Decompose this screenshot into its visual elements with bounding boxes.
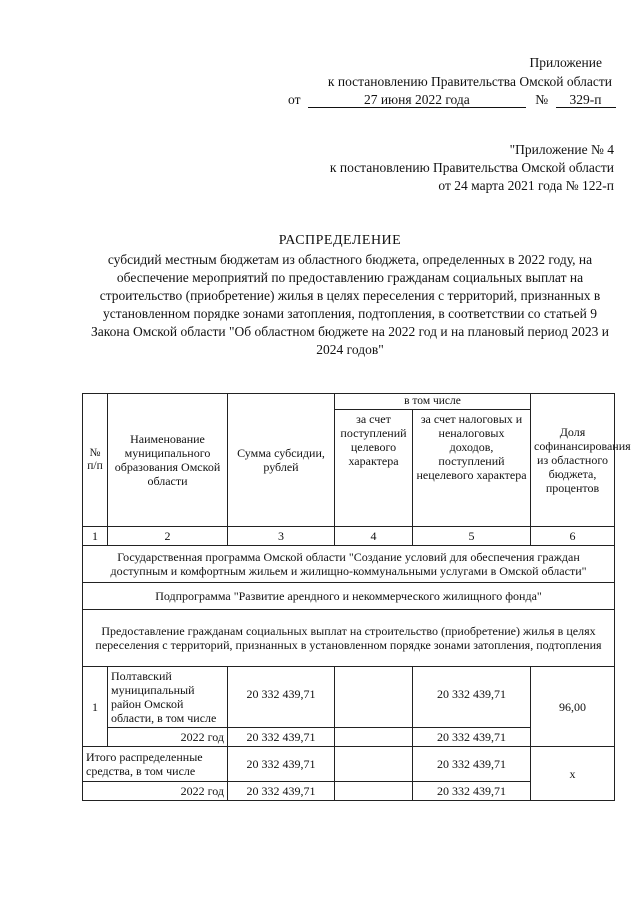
prev-appendix-reference: к постановлению Правительства Омской области <box>329 160 614 175</box>
header-non-targeted: за счет налоговых и неналоговых доходов, поступлений нецелевого характера <box>413 410 531 527</box>
from-label: от <box>288 92 301 107</box>
row-num: 1 <box>83 667 108 747</box>
column-number: 5 <box>413 527 531 546</box>
subprogram-row <box>83 583 615 610</box>
row-year: 2022 год <box>108 728 228 747</box>
resolution-number: 329-п <box>556 92 616 108</box>
resolution-date: 27 июня 2022 года <box>308 92 526 108</box>
appendix-reference: к постановлению Правительства Омской области <box>327 74 612 89</box>
prev-appendix-title: "Приложение № 4 <box>509 142 614 157</box>
row-non-targeted: 20 332 439,71 <box>413 667 531 728</box>
document-description: субсидий местным бюджетам из областного бюджета, определенных в 2022 году, на обеспечение мероприятий по предоставлению гражданам социальных выплат на строительство (приобретение) жилья в целях переселения с территорий, признанных в установленном порядке зонами затопления, подтопления, в соответствии со статьей 9 Закона Омской области "Об областном бюджете на 2022 год и на плановый период 2023 и 2024 годов" <box>91 252 609 357</box>
total-year-sum: 20 332 439,71 <box>228 782 335 801</box>
appendix-date-line <box>288 92 616 108</box>
prev-appendix-date: от 24 марта 2021 года № 122-п <box>438 178 614 193</box>
appendix-title: Приложение <box>529 55 602 70</box>
column-number: 2 <box>108 527 228 546</box>
table-header-row <box>83 394 615 410</box>
total-share: x <box>531 747 615 801</box>
row-sum: 20 332 439,71 <box>228 667 335 728</box>
total-label: Итого распределенные средства, в том числе <box>83 747 228 782</box>
column-number: 3 <box>228 527 335 546</box>
table-row <box>83 667 615 728</box>
header-including: в том числе <box>335 394 531 410</box>
row-share: 96,00 <box>531 667 615 747</box>
column-number: 1 <box>83 527 108 546</box>
header-sum: Сумма субсидии, рублей <box>228 394 335 527</box>
row-year-sum: 20 332 439,71 <box>228 728 335 747</box>
row-year-targeted <box>335 728 413 747</box>
subprogram-name: Подпрограмма "Развитие арендного и некоммерческого жилищного фонда" <box>83 583 615 610</box>
header-targeted: за счет поступлений целевого характера <box>335 410 413 527</box>
total-year-targeted <box>335 782 413 801</box>
header-share: Доля софинансирования из областного бюджета, процентов <box>531 394 615 527</box>
total-targeted <box>335 747 413 782</box>
column-number: 6 <box>531 527 615 546</box>
row-targeted <box>335 667 413 728</box>
program-name: Государственная программа Омской области "Создание условий для обеспечения граждан доступным и комфортным жильем и жилищно-коммунальными услугами в Омской области" <box>83 546 615 583</box>
program-row <box>83 546 615 583</box>
measure-row <box>83 610 615 667</box>
column-numbers-row <box>83 527 615 546</box>
distribution-table <box>82 393 631 801</box>
document-title: РАСПРЕДЕЛЕНИЕ <box>278 233 402 248</box>
total-row <box>83 747 615 782</box>
total-non-targeted: 20 332 439,71 <box>413 747 531 782</box>
row-name: Полтавский муниципальный район Омской области, в том числе <box>108 667 228 728</box>
measure-name: Предоставление гражданам социальных выплат на строительство (приобретение) жилья в целях переселения с территорий, признанных в установленном порядке зонами затопления, подтопления <box>83 610 615 667</box>
total-sum: 20 332 439,71 <box>228 747 335 782</box>
total-year: 2022 год <box>83 782 228 801</box>
header-num: № п/п <box>83 394 108 527</box>
total-year-non-targeted: 20 332 439,71 <box>413 782 531 801</box>
header-name: Наименование муниципального образования Омской области <box>108 394 228 527</box>
number-label: № <box>535 92 549 107</box>
row-year-non-targeted: 20 332 439,71 <box>413 728 531 747</box>
column-number: 4 <box>335 527 413 546</box>
